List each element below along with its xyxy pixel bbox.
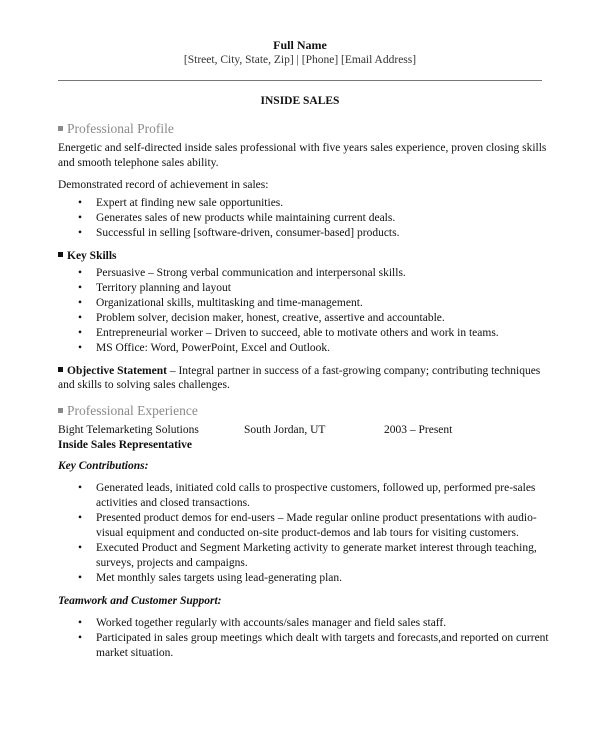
resume-body <box>58 120 558 669</box>
profile-heading <box>58 120 558 137</box>
list-item: • Successful in selling [software-driven, consumer-based] products. <box>58 226 558 241</box>
list-item: • MS Office: Word, PowerPoint, Excel and Outlook. <box>58 341 558 356</box>
profile-heading-text: Professional Profile <box>67 121 174 136</box>
teamwork-heading: Teamwork and Customer Support: <box>58 594 222 607</box>
resume-header <box>0 38 600 68</box>
list-item: • Executed Product and Segment Marketing activity to generate market interest through teaching, surveys, projects and campaigns. <box>58 541 558 571</box>
objective-heading: Objective Statement <box>67 364 167 377</box>
objective-statement <box>58 364 558 393</box>
record-intro: Demonstrated record of achievement in sales: <box>58 179 269 191</box>
contact-line: [Street, City, State, Zip] | [Phone] [Email Address] <box>183 54 417 66</box>
contributions-list <box>58 481 558 586</box>
full-name: Full Name <box>273 38 327 52</box>
list-item: • Generated leads, initiated cold calls to prospective customers, followed up, performed pre-sales activities and closed transactions. <box>58 481 558 511</box>
key-skills-list <box>58 266 558 356</box>
list-item: • Persuasive – Strong verbal communication and interpersonal skills. <box>58 266 558 281</box>
experience-row <box>58 423 558 438</box>
key-skills-heading-text: Key Skills <box>67 249 117 262</box>
list-item: • Participated in sales group meetings which dealt with targets and forecasts,and reported on current market situation. <box>58 631 558 661</box>
teamwork-list <box>58 616 558 661</box>
objective-text: – Integral partner in success of a fast-growing company; contributing techniques and skills to solving sales challenges. <box>58 364 541 391</box>
list-item: • Expert at finding new sale opportunities. <box>58 196 558 211</box>
company-name: Bight Telemarketing Solutions <box>58 423 199 436</box>
key-skills-heading <box>58 249 558 264</box>
square-bullet-icon <box>58 252 63 257</box>
square-bullet-icon <box>58 126 63 131</box>
list-item: • Met monthly sales targets using lead-generating plan. <box>58 571 558 586</box>
list-item: • Generates sales of new products while maintaining current deals. <box>58 211 558 226</box>
experience-heading <box>58 402 558 419</box>
employment-dates: 2003 – Present <box>384 423 453 436</box>
header-divider <box>58 80 542 81</box>
experience-heading-text: Professional Experience <box>67 402 198 418</box>
list-item: • Organizational skills, multitasking and time-management. <box>58 296 558 311</box>
profile-summary: Energetic and self-directed inside sales professional with five years sales experience, proven closing skills and smooth telephone sales ability. <box>58 142 547 169</box>
achievements-list <box>58 196 558 241</box>
square-bullet-icon <box>58 408 63 413</box>
list-item: • Entrepreneurial worker – Driven to succeed, able to motivate others and work in teams. <box>58 326 558 341</box>
company-location: South Jordan, UT <box>244 423 326 436</box>
list-item: • Problem solver, decision maker, honest, creative, assertive and accountable. <box>58 311 558 326</box>
square-bullet-icon <box>58 367 63 372</box>
list-item: • Presented product demos for end-users – Made regular online product presentations with audio-visual equipment and conducted on-site product-demos and lab tours for visiting customers. <box>58 511 558 541</box>
list-item: • Territory planning and layout <box>58 281 558 296</box>
job-title: INSIDE SALES <box>260 95 340 107</box>
contributions-heading: Key Contributions: <box>58 459 149 472</box>
list-item: • Worked together regularly with accounts/sales manager and field sales staff. <box>58 616 558 631</box>
role-title: Inside Sales Representative <box>58 438 192 451</box>
